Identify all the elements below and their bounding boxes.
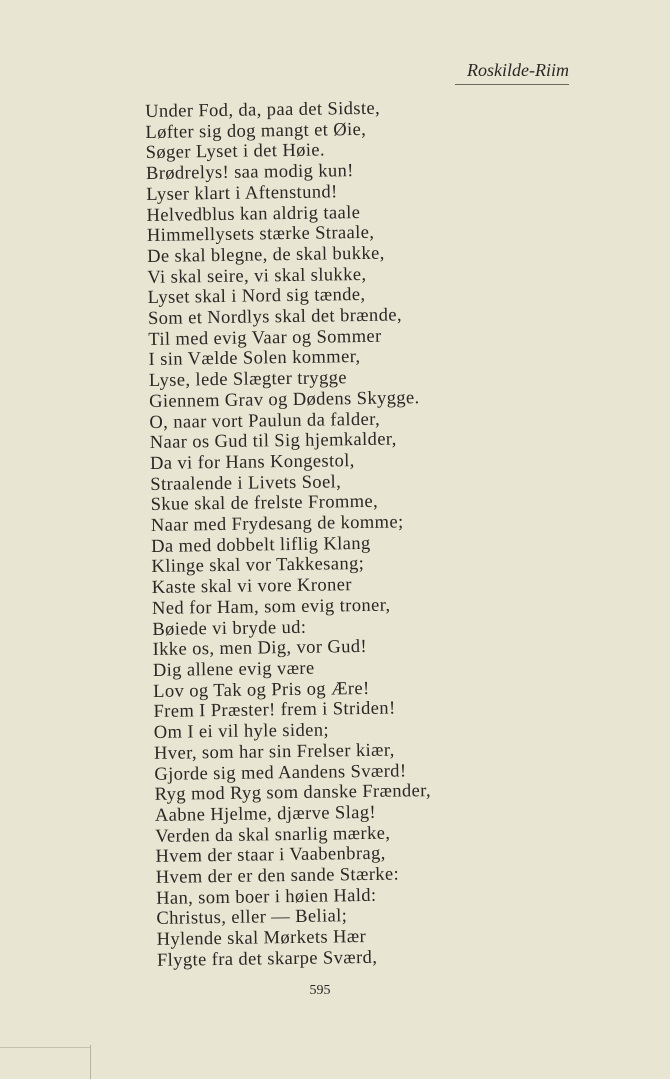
poem-line: Gjorde sig med Aandens Sværd! bbox=[154, 760, 407, 785]
page-number: 595 bbox=[309, 983, 331, 998]
poem-line: Helvedblus kan aldrig taale bbox=[146, 202, 361, 226]
poem-line: Da med dobbelt liflig Klang bbox=[151, 533, 371, 557]
page-edge-divider bbox=[90, 1045, 91, 1079]
poem-line: Som et Nordlys skal det brænde, bbox=[147, 305, 403, 330]
poem-line: Lyse, lede Slægter trygge bbox=[148, 368, 348, 392]
poem-line: Frem I Præster! frem i Striden! bbox=[153, 698, 396, 723]
poem-line: Lyser klart i Aftenstund! bbox=[146, 182, 338, 205]
poem-line: Ned for Ham, som evig troner, bbox=[151, 595, 391, 619]
poem-line: O, naar vort Paulun da falder, bbox=[149, 409, 381, 433]
poem-line: Hvem der er den sande Stærke: bbox=[155, 864, 400, 888]
poem-line: Hver, som har sin Frelser kiær, bbox=[153, 740, 395, 764]
poem-line: Brødrelys! saa modig kun! bbox=[145, 161, 354, 185]
poem-line: Flygte fra det skarpe Sværd, bbox=[156, 947, 378, 971]
poem-line: Løfter sig dog mangt et Øie, bbox=[145, 119, 367, 143]
poem-line: Naar med Frydesang de komme; bbox=[150, 512, 404, 537]
poem-line: Christus, eller — Belial; bbox=[156, 906, 348, 930]
poem-line: Klinge skal vor Takkesang; bbox=[151, 554, 365, 578]
poem-line: I sin Vælde Solen kommer, bbox=[148, 347, 361, 371]
poem-line: De skal blegne, de skal bukke, bbox=[147, 243, 385, 267]
poem-line: Skue skal de frelste Fromme, bbox=[150, 492, 379, 516]
poem-line: Himmellysets stærke Straale, bbox=[146, 223, 375, 247]
running-head: Roskilde-Riim bbox=[455, 60, 569, 85]
poem-line: Straalende i Livets Soel, bbox=[150, 471, 342, 495]
poem-line: Verden da skal snarlig mærke, bbox=[155, 823, 391, 847]
poem-line: Om I ei vil hyle siden; bbox=[153, 720, 330, 744]
poem-line: Lov og Tak og Pris og Ære! bbox=[153, 678, 370, 702]
poem-line: Ryg mod Ryg som danske Frænder, bbox=[154, 781, 432, 806]
poem-line: Hylende skal Mørkets Hær bbox=[156, 927, 367, 951]
poem-line: Aabne Hjelme, djærve Slag! bbox=[154, 802, 377, 826]
poem-line: Lyset skal i Nord sig tænde, bbox=[147, 285, 366, 309]
poem-line: Da vi for Hans Kongestol, bbox=[149, 451, 355, 474]
poem-line: Hvem der staar i Vaabenbrag, bbox=[155, 844, 386, 868]
poem-line: Dig allene evig være bbox=[152, 658, 315, 681]
poem-line: Giennem Grav og Dødens Skygge. bbox=[149, 388, 420, 412]
page-edge-divider bbox=[0, 1047, 90, 1048]
poem-line: Vi skal seire, vi skal slukke, bbox=[147, 264, 367, 288]
poem-line: Til med evig Vaar og Sommer bbox=[148, 326, 382, 350]
poem-line: Kaste skal vi vore Kroner bbox=[151, 575, 352, 599]
poem-line: Naar os Gud til Sig hjemkalder, bbox=[149, 429, 397, 454]
poem-line: Søger Lyset i det Høie. bbox=[145, 140, 326, 164]
poem-line: Han, som boer i høien Hald: bbox=[155, 885, 377, 909]
poem-line: Ikke os, men Dig, vor Gud! bbox=[152, 637, 368, 661]
poem-text bbox=[145, 98, 433, 971]
poem-line: Under Fod, da, paa det Sidste, bbox=[145, 98, 381, 122]
poem-line: Bøiede vi bryde ud: bbox=[152, 617, 307, 640]
